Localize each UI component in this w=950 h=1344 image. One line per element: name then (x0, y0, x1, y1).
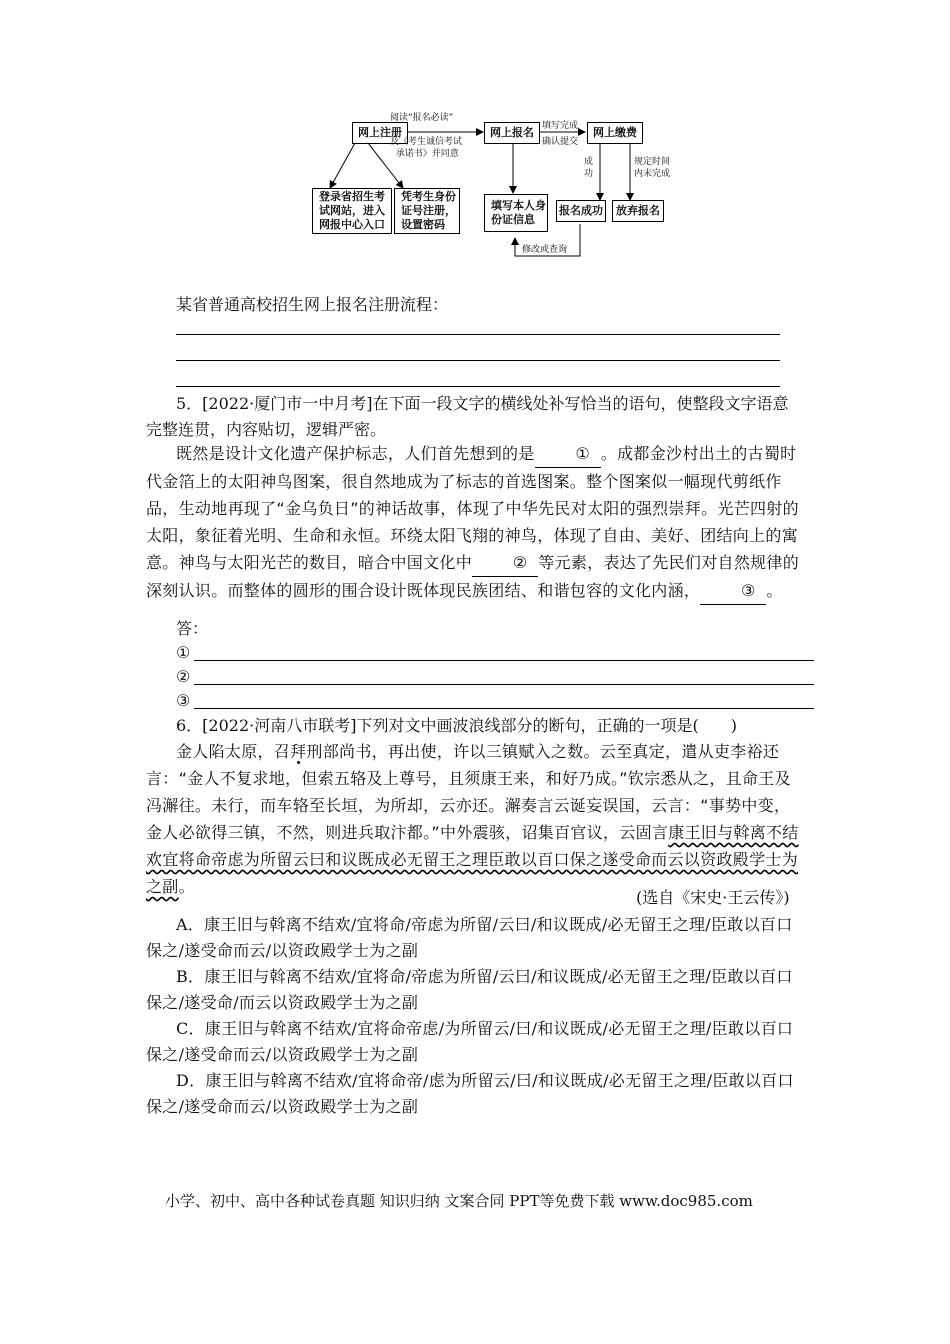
q6-option-d[interactable]: D．康王旧与斡离不结欢/宜将命帝/虑为所留云/曰/和议既成/必无留王之理/臣敢以百口保之/遂受命而云/以资政殿学士为之副 (146, 1071, 794, 1116)
box-login-portal: 登录省招生考 试网站，进入 网报中心入口 (312, 188, 392, 234)
box-online-payment: 网上缴费 (587, 122, 643, 144)
box-online-register: 网上注册 (352, 122, 408, 144)
q6-source: (选自《宋史·王云传》) (636, 888, 790, 907)
q4-answer-line-2 (176, 360, 780, 361)
label-success: 成 功 (584, 157, 594, 179)
label-confirm-submit: 确认提交 (542, 137, 579, 147)
q6-stem: 6．[2022·河南八市联考]下列对文中画波浪线部分的断句，正确的一项是( ) (176, 716, 737, 735)
page-footer: 小学、初中、高中各种试卷真题 知识归纳 文案合同 PPT等免费下载 www.doc985.com (165, 1192, 753, 1210)
registration-flowchart (300, 110, 700, 270)
q4-answer-line-1 (176, 334, 780, 335)
box-id-register: 凭考生身份 证号注册， 设置密码 (394, 188, 460, 234)
q6-option-b[interactable]: B．康王旧与斡离不结欢/宜将命/帝虑为所留/云曰/和议既成/必无留王之理/臣敢以百口保之/遂受命/而云以资政殿学士为之副 (146, 967, 793, 1012)
label-read-notice: 阅读“报名必读” (390, 113, 454, 123)
label-timeout: 规定时间 内未完成 (634, 157, 671, 179)
q5-blank-3[interactable]: ③ (700, 577, 766, 605)
q6-option-a[interactable]: A．康王旧与斡离不结欢/宜将命/帝虑为所留/云曰/和议既成/必无留王之理/臣敢以百口保之/遂受命而云/以资政殿学士为之副 (146, 915, 793, 960)
q5-passage: 既然是设计文化遗产保护标志，人们首先想到的是 ① 。成都金沙村出土的古蜀时代金箔上的太阳神鸟图案，很自然地成为了标志的首选图案。整个图案似一幅现代剪纸作品，生动地再现了“金乌负日”的神话故事，体现了中华先民对太阳的强烈崇拜。光芒四射的太阳，象征着光明、生命和永恒。环绕太阳飞翔的神鸟，体现了自由、美好、团结向上的寓意。神鸟与太阳光芒的数目，暗合中国文化中 ② 等元素，表达了先民们对自然规律的深刻认识。而整体的圆形的围合设计既体现民族团结、和谐包容的文化内涵， ③ 。 (146, 440, 806, 605)
q5-answer-label: 答： (176, 619, 209, 638)
label-modify-query: 修改或查询 (522, 245, 568, 255)
q5-answer-2[interactable]: ② (176, 666, 190, 688)
box-fill-id-info: 填写本人身 份证信息 (484, 194, 548, 232)
q5-stem-line-1: 5．[2022·厦门市一中月考]在下面一段文字的横线处补写恰当的语句，使整段文字语意 (176, 394, 789, 413)
q4-caption: 某省普通高校招生网上报名注册流程： (176, 295, 449, 314)
q6-wavy-underlined-segment: 康王旧与斡离不结欢宜将命帝虑为所留云曰和议既成必无留王之理臣敢以百口保之遂受命而云以资政殿学士为之副 (146, 823, 799, 896)
q6-option-c[interactable]: C．康王旧与斡离不结欢/宜将命帝虑/为所留云/曰/和议既成/必无留王之理/臣敢以百口保之/遂受命而云/以资政殿学士为之副 (146, 1019, 794, 1064)
q6-passage: 金人陷太原，召拜刑部尚书，再出使，许以三镇赋入之数。云至真定，遣从吏李裕还言：“金人不复求地，但索五辂及上尊号，且须康王来，和好乃成。”钦宗悉从之，且命王及冯澥往。未行，而车辂至长垣，为所却，云亦还。澥奏言云诞妄误国，云言：“事势中变，金人必欲得三镇，不然，则进兵取汴都。”中外震骇，诏集百官议，云固言康王旧与斡离不结欢宜将命帝虑为所留云曰和议既成必无留王之理臣敢以百口保之遂受命而云以资政殿学士为之副。 (146, 742, 799, 896)
label-read-commitment: 及《考生诚信考试 承诺书》并同意 (390, 137, 463, 159)
box-online-signup: 网上报名 (484, 122, 540, 144)
q5-blank-2[interactable]: ② (472, 549, 538, 577)
q5-answer-1[interactable]: ① (176, 642, 190, 664)
q5-blank-1[interactable]: ① (535, 440, 601, 468)
q5-answer-3[interactable]: ③ (176, 690, 190, 712)
box-signup-success: 报名成功 (556, 200, 606, 222)
q4-answer-line-3 (176, 386, 780, 387)
label-fill-complete: 填写完成 (542, 121, 579, 131)
q5-stem-line-2: 完整连贯，内容贴切，逻辑严密。 (146, 420, 387, 439)
box-abandon-signup: 放弃报名 (612, 200, 664, 222)
